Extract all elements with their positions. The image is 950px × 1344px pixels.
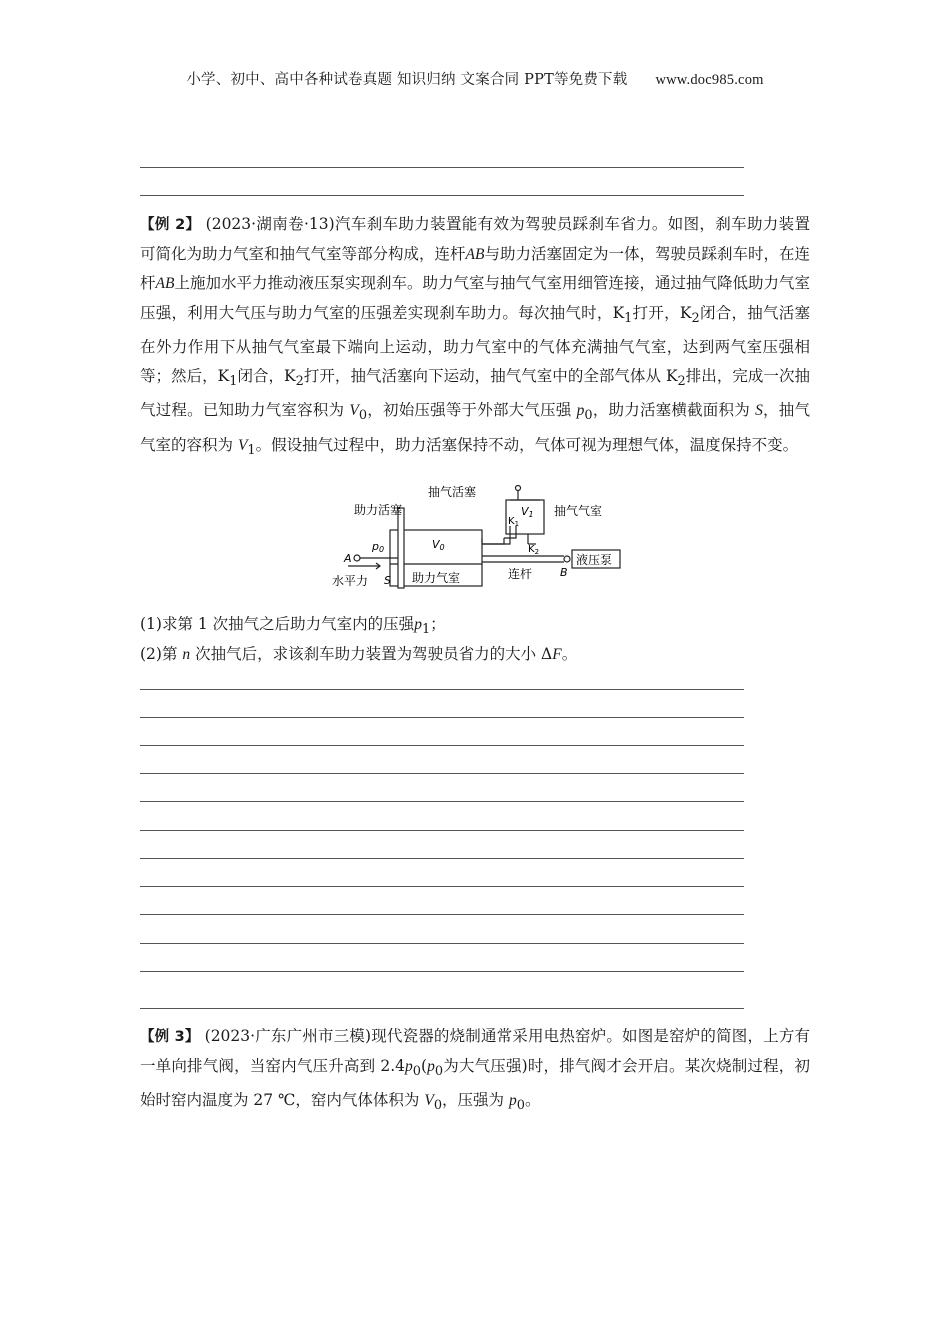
answer-line xyxy=(140,886,744,887)
label-pump-piston: 抽气活塞 xyxy=(428,485,477,499)
example-3-label: 【例 3】 xyxy=(140,1029,200,1045)
answer-line xyxy=(140,745,744,746)
label-a: A xyxy=(344,552,352,565)
answer-line xyxy=(140,195,744,196)
label-rod: 连杆 xyxy=(508,567,533,581)
label-s: S xyxy=(384,574,391,587)
answer-line xyxy=(140,717,744,718)
answer-line xyxy=(140,943,744,944)
label-horizontal-force: 水平力 xyxy=(332,574,369,588)
example-3-source: (2023·广东广州市三模) xyxy=(204,1027,372,1045)
answer-line xyxy=(140,801,744,802)
answer-line xyxy=(140,858,744,859)
label-v1: V1 xyxy=(521,505,534,519)
answer-line xyxy=(140,1008,744,1009)
label-p0: p0 xyxy=(372,540,385,554)
label-pump-chamber: 抽气气室 xyxy=(554,504,603,518)
label-b: B xyxy=(560,566,568,579)
booster-piston xyxy=(398,508,404,588)
label-v0: V0 xyxy=(432,538,445,552)
question-1: (1)求第 1 次抽气之后助力气室内的压强$p_1$； xyxy=(140,615,446,638)
example-2-label: 【例 2】 xyxy=(140,217,201,233)
answer-line xyxy=(140,971,744,972)
example-2-text: 【例 2】 (2023·湖南卷·13)汽车刹车助力装置能有效为驾驶员踩刹车省力。如图，刹车助力装置可简化为助力气室和抽气气室等部分构成，连杆AB与助力活塞固定为一体，驾驶员踩刹车时，在连杆AB上施加水平力推动液压泵实现刹车。助力气室与抽气气室用细管连接，通过抽气降低助力气室压强，利用大气压与助力气室的压强差实现刹车助力。每次抽气时，$K_1$打开，$K_2$闭合，抽气活塞在外力作用下从抽气气室最下端向上运动，助力气室中的气体充满抽气气室，达到两气室压强相等；然后，$K_1$闭合，$K_2$打开，抽气活塞向下运动，抽气气室中的全部气体从 $K_2$排出，完成一次抽气过程。已知助力气室容积为 $V_0$，初始压强等于外部大气压强 $p_0$，助力活塞横截面积为 S，抽气气室的容积为 $V_1$。假设抽气过程中，助力活塞保持不动，气体可视为理想气体，温度保持不变。 xyxy=(140,215,810,458)
label-booster-chamber: 助力气室 xyxy=(412,571,461,585)
answer-line xyxy=(140,914,744,915)
question-2: (2)第 n 次抽气后，求该刹车助力装置为驾驶员省力的大小 ΔF。 xyxy=(140,645,578,663)
header-site: www.doc985.com xyxy=(655,72,764,88)
header-text: 小学、初中、高中各种试卷真题 知识归纳 文案合同 PPT等免费下载 xyxy=(186,72,628,88)
page-header xyxy=(0,68,950,89)
rod-end-a xyxy=(354,555,360,561)
answer-line xyxy=(140,689,744,690)
label-k1: $K_1$ xyxy=(508,516,520,528)
example-3-text: 【例 3】 (2023·广东广州市三模)现代瓷器的烧制通常采用电热窑炉。如图是窑炉的简图，上方有一单向排气阀，当窑内气压升高到 $2.4p_0(p_0$为大气压强)时，排气阀才会开启。某次烧制过程，初始时窑内温度为 27 ℃，窑内气体体积为 $V_0$，压强为 $p_0$。 xyxy=(140,1027,810,1114)
label-booster-piston: 助力活塞 xyxy=(354,503,403,517)
answer-line xyxy=(140,167,744,168)
brake-booster-diagram xyxy=(328,482,628,592)
rod-end-b xyxy=(564,556,570,562)
answer-line xyxy=(140,830,744,831)
label-hydraulic-pump: 液压泵 xyxy=(576,553,613,567)
answer-line xyxy=(140,773,744,774)
label-k2: $K_2$ xyxy=(528,544,540,556)
example-2-source: (2023·湖南卷·13) xyxy=(205,215,335,233)
